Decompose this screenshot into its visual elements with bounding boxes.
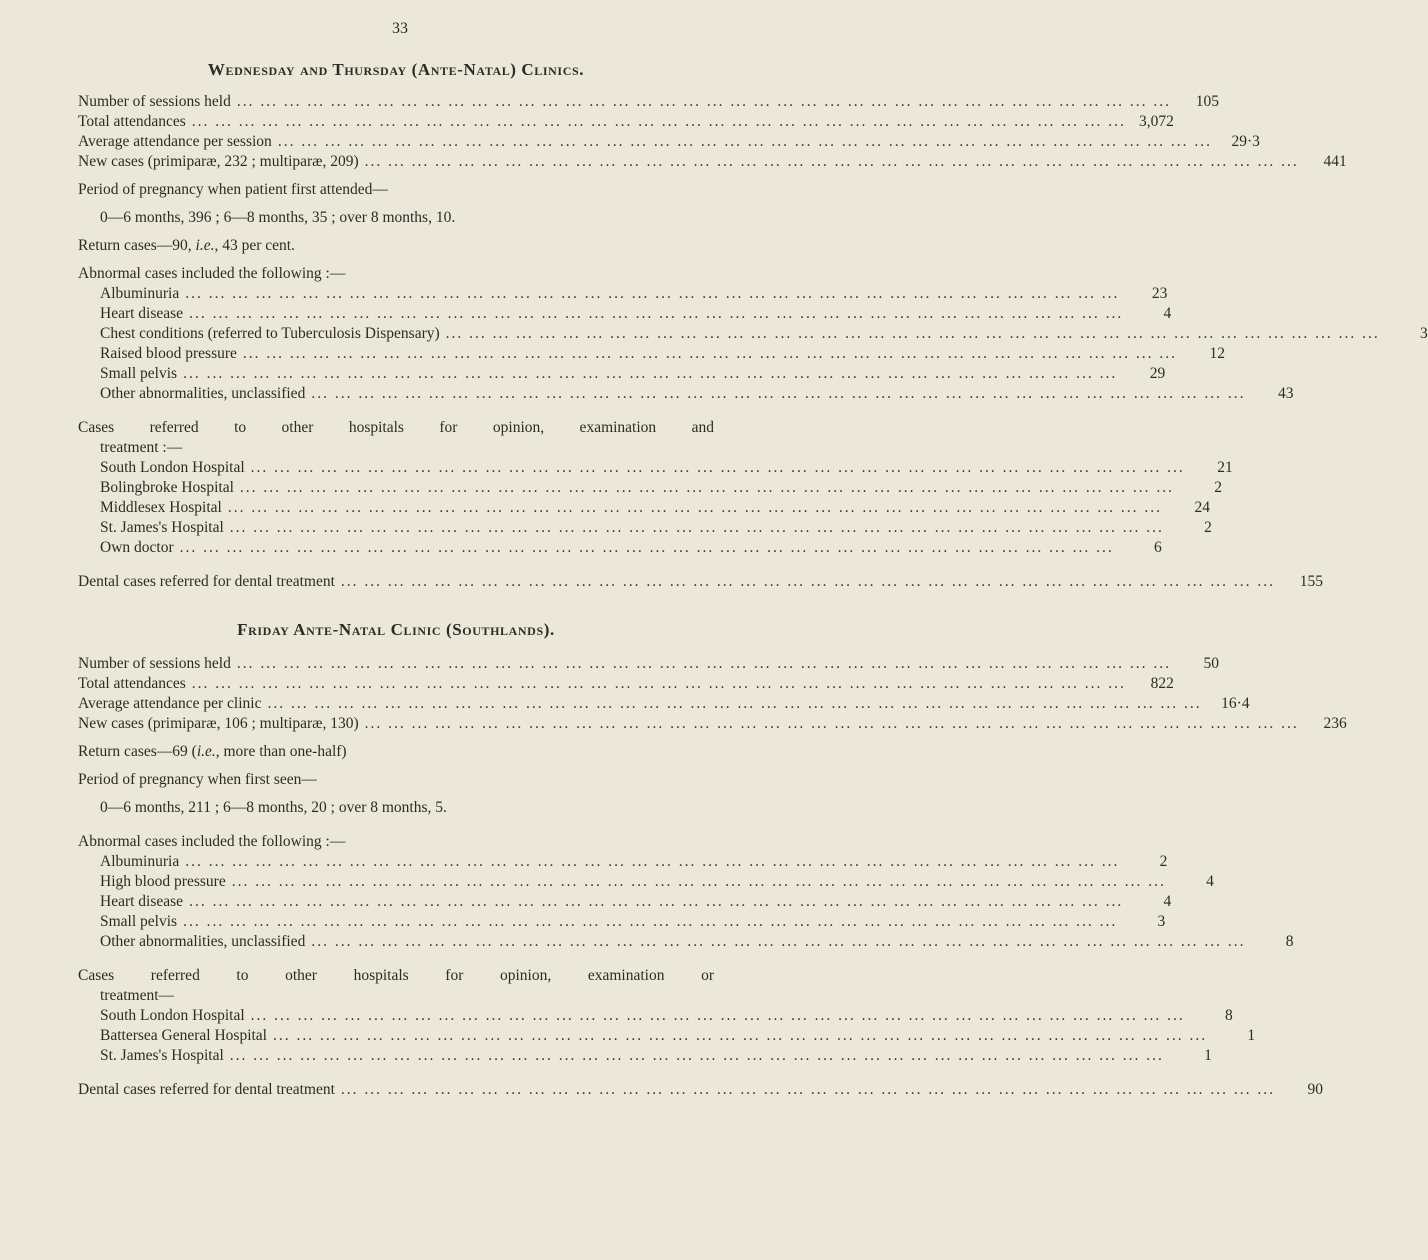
return-suffix: , 43 per cent. [214,237,295,254]
s1-referred-row [78,498,1210,518]
leader-dots: ... ... ... ... ... ... ... ... ... ... ... ... ... ... ... ... ... ... ... ... ... ... ... ... ... ... ... ... ... ... ... ... ... ... ... ... ... ... ... ... [242,345,1178,362]
leader-dots: ... ... ... ... ... ... ... ... ... ... ... ... ... ... ... ... ... ... ... ... ... ... ... ... ... ... ... ... ... ... ... ... ... ... ... ... ... ... ... ... [250,1007,1185,1024]
leader-dots: ... ... ... ... ... ... ... ... ... ... ... ... ... ... ... ... ... ... ... ... ... ... ... ... ... ... ... ... ... ... ... ... ... ... ... ... ... ... ... ... [189,893,1124,910]
s1-abnormal-heading: Abnormal cases included the following :— [78,265,346,282]
return-ie: i.e. [195,237,215,254]
return-suffix: , more than one-half) [215,743,347,760]
row-label: Albuminuria [100,853,180,870]
row-label: South London Hospital [100,459,245,476]
leader-dots: ... ... ... ... ... ... ... ... ... ... ... ... ... ... ... ... ... ... ... ... ... ... ... ... ... ... ... ... ... ... ... ... ... ... ... ... ... ... ... ... [267,695,1202,712]
row-value: 21 [1217,459,1233,476]
row-label: Average attendance per clinic [78,695,262,712]
leader-dots: ... ... ... ... ... ... ... ... ... ... ... ... ... ... ... ... ... ... ... ... ... ... ... ... ... ... ... ... ... ... ... ... ... ... ... ... ... ... ... ... [239,479,1175,496]
s2-abnormal-row [78,852,1168,872]
row-label: Chest conditions (referred to Tuberculosis Dispensary) [100,325,440,342]
s2-abnormal-row [78,932,1294,952]
s1-abnormal-row [78,344,1226,364]
row-label: Average attendance per session [78,133,272,150]
row-label: St. James's Hospital [100,519,224,536]
s1-abnormal-row [78,304,1172,324]
row-label: Small pelvis [100,365,178,382]
row-value: 3 [1157,913,1166,930]
page-number: 33 [392,20,408,37]
row-label: Bolingbroke Hospital [100,479,234,496]
row-value: 90 [1307,1081,1324,1098]
row-value: 4 [1206,873,1214,890]
leader-dots: ... ... ... ... ... ... ... ... ... ... ... ... ... ... ... ... ... ... ... ... ... ... ... ... ... ... ... ... ... ... ... ... ... ... ... ... ... ... ... ... [229,1047,1164,1064]
s2-abnormal-row [78,892,1172,912]
s2-referred-row [78,1006,1233,1026]
return-prefix: Return cases—69 ( [78,743,197,760]
return-prefix: Return cases—90, [78,237,196,254]
s2-referred-heading: Cases referred to other hospitals for opinion, examination or [78,967,714,984]
s1-referred-row [78,538,1162,558]
leader-dots: ... ... ... ... ... ... ... ... ... ... ... ... ... ... ... ... ... ... ... ... ... ... ... ... ... ... ... ... ... ... ... ... ... ... ... ... ... ... ... ... [340,1081,1276,1098]
row-value: 3 [1420,325,1428,342]
row-value: 50 [1203,655,1219,672]
section1-heading: Wednesday and Thursday (Ante-Natal) Clinics. [207,60,585,79]
row-value: 29 [1149,365,1166,382]
leader-dots: ... ... ... ... ... ... ... ... ... ... ... ... ... ... ... ... ... ... ... ... ... ... ... ... ... ... ... ... ... ... ... ... ... ... ... ... ... ... ... ... [231,873,1166,890]
row-value: 3,072 [1139,113,1174,130]
row-label: New cases (primiparæ, 232 ; multiparæ, 209) [78,153,359,170]
s2-referred-row [78,1026,1256,1046]
row-value: 441 [1323,153,1347,170]
row-value: 8 [1225,1007,1233,1024]
s2-period-heading: Period of pregnancy when first seen— [78,771,317,788]
s2-referred-row [78,1046,1212,1066]
row-value: 24 [1194,499,1210,516]
row-label: South London Hospital [100,1007,245,1024]
row-label: St. James's Hospital [100,1047,224,1064]
s1-period-heading: Period of pregnancy when patient first attended— [78,181,388,198]
row-value: 236 [1323,715,1347,732]
s2-stat-row [78,654,1219,674]
row-label: Middlesex Hospital [100,499,222,516]
leader-dots: ... ... ... ... ... ... ... ... ... ... ... ... ... ... ... ... ... ... ... ... ... ... ... ... ... ... ... ... ... ... ... ... ... ... ... ... ... ... ... ... [191,675,1126,692]
s1-stat-row [78,152,1347,172]
row-label: Raised blood pressure [100,345,237,362]
row-value: 23 [1151,285,1168,302]
s2-dental-row [78,1080,1324,1100]
row-label: Number of sessions held [78,93,231,110]
s1-stat-row [78,92,1219,112]
row-value: 822 [1150,675,1174,692]
row-value: 4 [1163,305,1172,322]
row-label: Dental cases referred for dental treatment [78,1081,335,1098]
leader-dots: ... ... ... ... ... ... ... ... ... ... ... ... ... ... ... ... ... ... ... ... ... ... ... ... ... ... ... ... ... ... ... ... ... ... ... ... ... ... ... ... [189,305,1124,322]
leader-dots: ... ... ... ... ... ... ... ... ... ... ... ... ... ... ... ... ... ... ... ... ... ... ... ... ... ... ... ... ... ... ... ... ... ... ... ... ... ... ... ... [311,933,1246,950]
row-value: 29·3 [1231,133,1260,150]
row-label: Battersea General Hospital [100,1027,267,1044]
s2-abnormal-heading: Abnormal cases included the following :— [78,833,346,850]
s1-referred-row [78,458,1233,478]
s1-referred-row [78,478,1223,498]
row-label: Albuminuria [100,285,180,302]
leader-dots: ... ... ... ... ... ... ... ... ... ... ... ... ... ... ... ... ... ... ... ... ... ... ... ... ... ... ... ... ... ... ... ... ... ... ... ... ... ... ... ... [179,539,1114,556]
leader-dots: ... ... ... ... ... ... ... ... ... ... ... ... ... ... ... ... ... ... ... ... ... ... ... ... ... ... ... ... ... ... ... ... ... ... ... ... ... ... ... ... [183,913,1118,930]
leader-dots: ... ... ... ... ... ... ... ... ... ... ... ... ... ... ... ... ... ... ... ... ... ... ... ... ... ... ... ... ... ... ... ... ... ... ... ... ... ... ... ... [277,133,1212,150]
s2-abnormal-row [78,872,1214,892]
row-label: Total attendances [78,113,186,130]
row-label: New cases (primiparæ, 106 ; multiparæ, 130) [78,715,359,732]
leader-dots: ... ... ... ... ... ... ... ... ... ... ... ... ... ... ... ... ... ... ... ... ... ... ... ... ... ... ... ... ... ... ... ... ... ... ... ... ... ... ... ... [311,385,1246,402]
s1-referred-heading-cont: treatment :— [100,439,183,456]
row-value: 8 [1285,933,1294,950]
s2-stat-row [78,694,1250,714]
s1-referred-row [78,518,1212,538]
row-value: 2 [1204,519,1212,536]
row-value: 16·4 [1221,695,1250,712]
s1-dental-row [78,572,1324,592]
s1-return-cases [78,236,714,256]
s1-period-detail: 0—6 months, 396 ; 6—8 months, 35 ; over 8 months, 10. [100,209,456,226]
row-value: 2 [1214,479,1223,496]
row-value: 4 [1163,893,1172,910]
leader-dots: ... ... ... ... ... ... ... ... ... ... ... ... ... ... ... ... ... ... ... ... ... ... ... ... ... ... ... ... ... ... ... ... ... ... ... ... ... ... ... ... [250,459,1185,476]
row-label: Other abnormalities, unclassified [100,385,306,402]
row-label: Total attendances [78,675,186,692]
s1-stat-row [78,132,1260,152]
row-value: 1 [1204,1047,1212,1064]
leader-dots: ... ... ... ... ... ... ... ... ... ... ... ... ... ... ... ... ... ... ... ... ... ... ... ... ... ... ... ... ... ... ... ... ... ... ... ... ... ... ... ... [364,715,1299,732]
page-content [78,0,1428,1100]
leader-dots: ... ... ... ... ... ... ... ... ... ... ... ... ... ... ... ... ... ... ... ... ... ... ... ... ... ... ... ... ... ... ... ... ... ... ... ... ... ... ... ... [236,93,1171,110]
row-label: Own doctor [100,539,174,556]
row-label: Other abnormalities, unclassified [100,933,306,950]
row-value: 43 [1277,385,1294,402]
row-value: 6 [1154,539,1162,556]
row-value: 105 [1195,93,1219,110]
s2-stat-row [78,674,1174,694]
leader-dots: ... ... ... ... ... ... ... ... ... ... ... ... ... ... ... ... ... ... ... ... ... ... ... ... ... ... ... ... ... ... ... ... ... ... ... ... ... ... ... ... [340,573,1276,590]
return-ie: i.e. [196,743,216,760]
leader-dots: ... ... ... ... ... ... ... ... ... ... ... ... ... ... ... ... ... ... ... ... ... ... ... ... ... ... ... ... ... ... ... ... ... ... ... ... ... ... ... ... [185,853,1120,870]
s2-abnormal-row [78,912,1166,932]
s1-referred-heading: Cases referred to other hospitals for opinion, examination and [78,419,714,436]
leader-dots: ... ... ... ... ... ... ... ... ... ... ... ... ... ... ... ... ... ... ... ... ... ... ... ... ... ... ... ... ... ... ... ... ... ... ... ... ... ... ... ... [236,655,1171,672]
leader-dots: ... ... ... ... ... ... ... ... ... ... ... ... ... ... ... ... ... ... ... ... ... ... ... ... ... ... ... ... ... ... ... ... ... ... ... ... ... ... ... ... [273,1027,1208,1044]
s2-period-detail: 0—6 months, 211 ; 6—8 months, 20 ; over 8 months, 5. [100,799,447,816]
s1-abnormal-row [78,284,1168,304]
s1-abnormal-row [78,324,1428,344]
s2-stat-row [78,714,1347,734]
section2-heading: Friday Ante-Natal Clinic (Southlands). [237,620,555,639]
row-value: 1 [1247,1027,1256,1044]
s1-abnormal-row [78,384,1294,404]
leader-dots: ... ... ... ... ... ... ... ... ... ... ... ... ... ... ... ... ... ... ... ... ... ... ... ... ... ... ... ... ... ... ... ... ... ... ... ... ... ... ... ... [229,519,1164,536]
row-label: Heart disease [100,305,184,322]
leader-dots: ... ... ... ... ... ... ... ... ... ... ... ... ... ... ... ... ... ... ... ... ... ... ... ... ... ... ... ... ... ... ... ... ... ... ... ... ... ... ... ... [185,285,1120,302]
leader-dots: ... ... ... ... ... ... ... ... ... ... ... ... ... ... ... ... ... ... ... ... ... ... ... ... ... ... ... ... ... ... ... ... ... ... ... ... ... ... ... ... [191,113,1126,130]
leader-dots: ... ... ... ... ... ... ... ... ... ... ... ... ... ... ... ... ... ... ... ... ... ... ... ... ... ... ... ... ... ... ... ... ... ... ... ... ... ... ... ... [364,153,1299,170]
leader-dots: ... ... ... ... ... ... ... ... ... ... ... ... ... ... ... ... ... ... ... ... ... ... ... ... ... ... ... ... ... ... ... ... ... ... ... ... ... ... ... ... [183,365,1118,382]
leader-dots: ... ... ... ... ... ... ... ... ... ... ... ... ... ... ... ... ... ... ... ... ... ... ... ... ... ... ... ... ... ... ... ... ... ... ... ... ... ... ... ... [445,325,1380,342]
row-label: Dental cases referred for dental treatment [78,573,335,590]
row-label: Small pelvis [100,913,178,930]
row-label: High blood pressure [100,873,226,890]
s1-abnormal-row [78,364,1166,384]
leader-dots: ... ... ... ... ... ... ... ... ... ... ... ... ... ... ... ... ... ... ... ... ... ... ... ... ... ... ... ... ... ... ... ... ... ... ... ... ... ... ... ... [227,499,1162,516]
row-value: 2 [1159,853,1168,870]
row-value: 12 [1209,345,1226,362]
s2-referred-heading-cont: treatment— [100,987,175,1004]
row-value: 155 [1299,573,1324,590]
s2-return-cases [78,742,714,762]
row-label: Heart disease [100,893,184,910]
s1-stat-row [78,112,1174,132]
row-label: Number of sessions held [78,655,231,672]
